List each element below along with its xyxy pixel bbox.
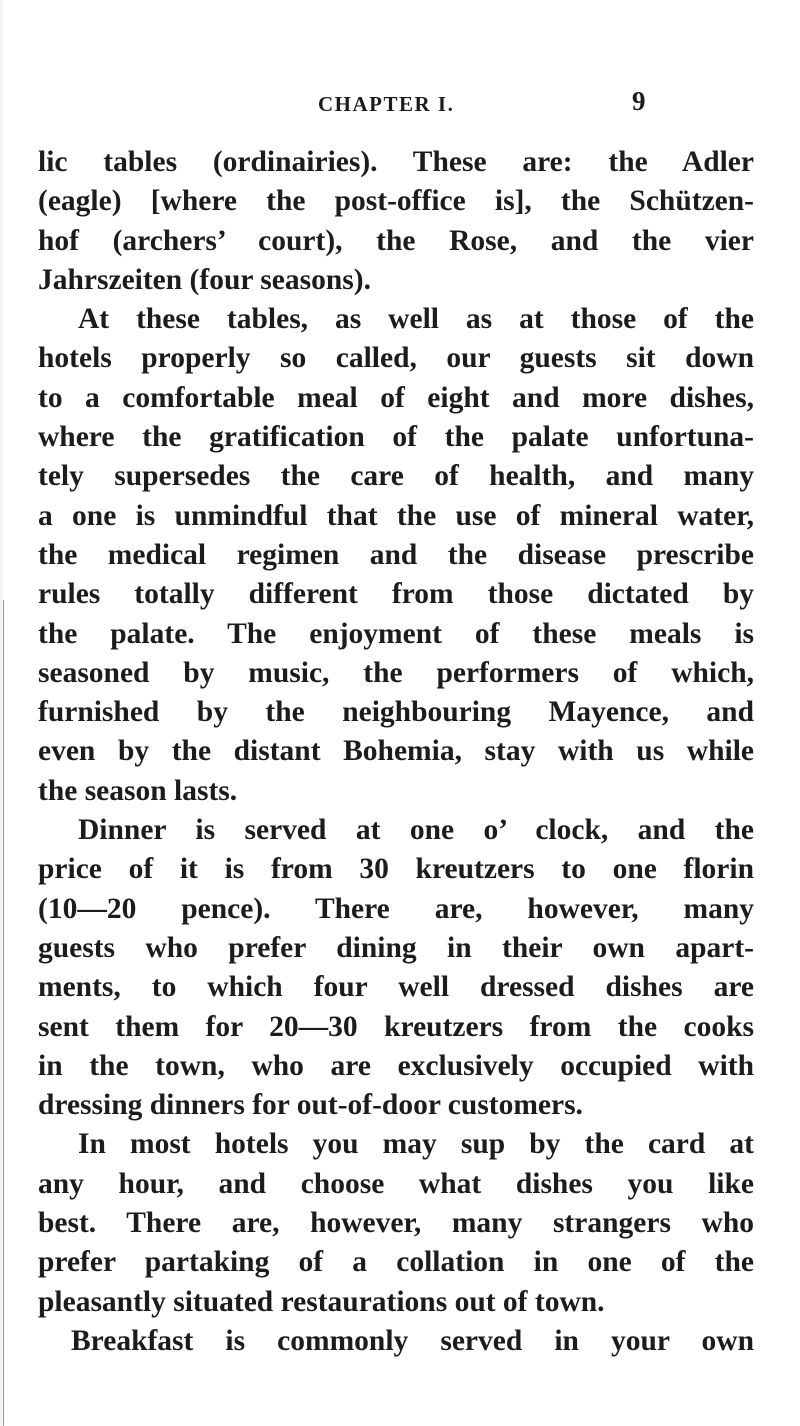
text-line: sent them for 20—30 kreutzers from the cooks: [38, 1010, 754, 1043]
text-line: furnished by the neighbouring Mayence, and: [38, 696, 754, 729]
text-line: the palate. The enjoyment of these meals is: [38, 617, 754, 650]
text-line: hotels properly so called, our guests sit down: [38, 342, 754, 375]
text-line: Jahrszeiten (four seasons).: [38, 263, 371, 296]
running-head: CHAPTER I.: [318, 92, 455, 116]
text-line: price of it is from 30 kreutzers to one florin: [38, 853, 754, 886]
text-line: seasoned by music, the performers of which,: [38, 656, 754, 689]
text-line: tely supersedes the care of health, and many: [38, 460, 754, 493]
text-line: the medical regimen and the disease prescribe: [38, 538, 754, 571]
body-text: [38, 143, 754, 1361]
paragraph-start-line: Breakfast is commonly served in your own: [71, 1324, 754, 1357]
text-line: a one is unmindful that the use of mineral water,: [38, 499, 754, 532]
text-line: dressing dinners for out-of-door customers.: [38, 1089, 583, 1122]
text-line: (eagle) [where the post-office is], the Schützen-: [38, 185, 754, 218]
page-number: 9: [632, 86, 646, 116]
paragraph-start-line: At these tables, as well as at those of the: [78, 303, 754, 336]
text-line: even by the distant Bohemia, stay with us while: [38, 735, 754, 768]
paragraph-start-line: Dinner is served at one o’ clock, and the: [78, 814, 754, 847]
binding-edge-line: [3, 600, 4, 1426]
text-line: (10—20 pence). There are, however, many: [38, 892, 754, 925]
text-line: ments, to which four well dressed dishes are: [38, 971, 754, 1004]
text-line: to a comfortable meal of eight and more dishes,: [38, 381, 754, 414]
text-line: hof (archers’ court), the Rose, and the vier: [38, 224, 754, 257]
text-line: prefer partaking of a collation in one of the: [38, 1246, 754, 1279]
text-line: any hour, and choose what dishes you like: [38, 1167, 754, 1200]
text-line: lic tables (ordinairies). These are: the Adler: [38, 146, 754, 178]
text-line: pleasantly situated restaurations out of town.: [38, 1285, 605, 1318]
text-line: guests who prefer dining in their own apart-: [38, 931, 754, 964]
text-line: where the gratification of the palate unfortuna-: [38, 421, 754, 454]
paragraph-start-line: In most hotels you may sup by the card at: [78, 1128, 754, 1161]
page-header: [0, 86, 800, 126]
text-line: in the town, who are exclusively occupied with: [38, 1049, 754, 1082]
text-line: best. There are, however, many strangers who: [38, 1207, 754, 1240]
text-line: the season lasts.: [38, 774, 238, 807]
text-line: rules totally different from those dictated by: [38, 578, 754, 611]
